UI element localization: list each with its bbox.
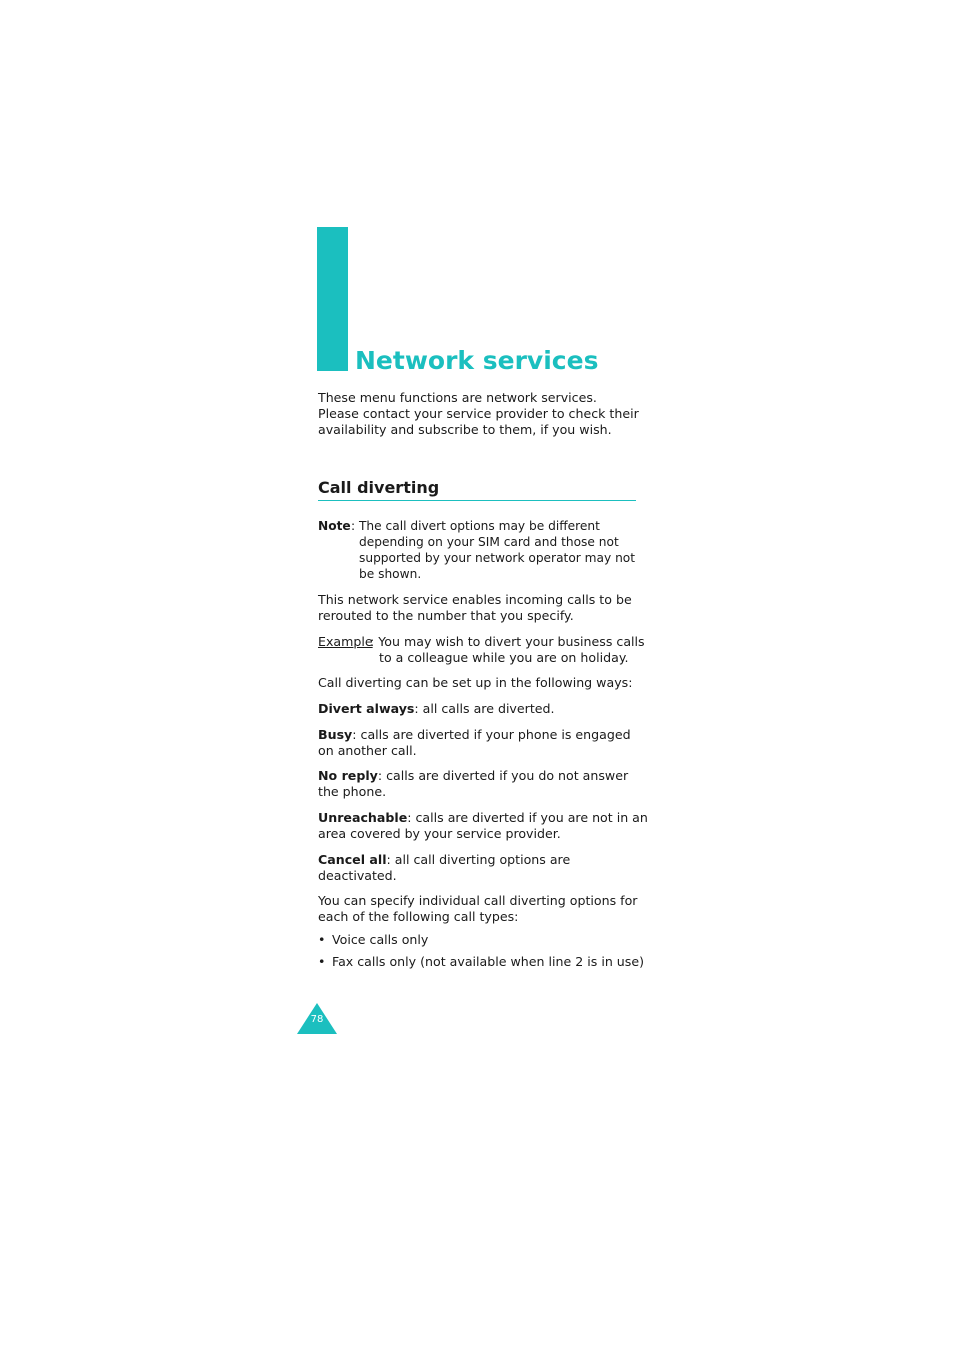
types-line: each of the following call types: bbox=[318, 909, 519, 924]
example-label: Example bbox=[318, 634, 373, 649]
note-line: : The call divert options may be different bbox=[351, 519, 600, 533]
note-label: Note bbox=[318, 519, 351, 533]
note-line: depending on your SIM card and those not bbox=[359, 535, 619, 549]
types-line: You can specify individual call diverting options for bbox=[318, 893, 638, 908]
note-line: be shown. bbox=[359, 567, 422, 581]
note-line: supported by your network operator may not bbox=[359, 551, 636, 565]
option-desc: on another call. bbox=[318, 743, 417, 758]
option-desc: deactivated. bbox=[318, 868, 397, 883]
chapter-accent-bar bbox=[317, 227, 348, 371]
list-item: • Voice calls only bbox=[318, 932, 429, 947]
option-desc: : calls are diverted if your phone is engaged bbox=[352, 727, 631, 742]
option-term: Cancel all bbox=[318, 852, 387, 867]
intro-line: Please contact your service provider to check their bbox=[318, 406, 639, 421]
page-number: 78 bbox=[310, 1014, 324, 1025]
intro-line: These menu functions are network services. bbox=[318, 390, 597, 405]
section-heading: Call diverting bbox=[318, 478, 636, 501]
option-desc: : calls are diverted if you are not in an bbox=[407, 810, 648, 825]
example-line: to a colleague while you are on holiday. bbox=[379, 650, 629, 665]
option-desc: area covered by your service provider. bbox=[318, 826, 561, 841]
bullet-icon: • bbox=[318, 932, 326, 947]
option-desc: the phone. bbox=[318, 784, 387, 799]
option-desc: : calls are diverted if you do not answer bbox=[377, 768, 629, 783]
description-line: This network service enables incoming calls to be bbox=[318, 592, 632, 607]
bullet-icon: • bbox=[318, 954, 326, 969]
example-line: : You may wish to divert your business calls bbox=[370, 634, 645, 649]
ways-intro: Call diverting can be set up in the following ways: bbox=[318, 675, 633, 690]
list-item: • Fax calls only (not available when line 2 is in use) bbox=[318, 954, 645, 969]
chapter-title: Network services bbox=[355, 346, 599, 375]
option-term: Busy bbox=[318, 727, 353, 742]
option-term: Divert always bbox=[318, 701, 415, 716]
intro-line: availability and subscribe to them, if you wish. bbox=[318, 422, 612, 437]
description-line: rerouted to the number that you specify. bbox=[318, 608, 574, 623]
option-term: Unreachable bbox=[318, 810, 408, 825]
option-term: No reply bbox=[318, 768, 378, 783]
option-desc: : all call diverting options are bbox=[386, 852, 571, 867]
option-desc: : all calls are diverted. bbox=[414, 701, 555, 716]
